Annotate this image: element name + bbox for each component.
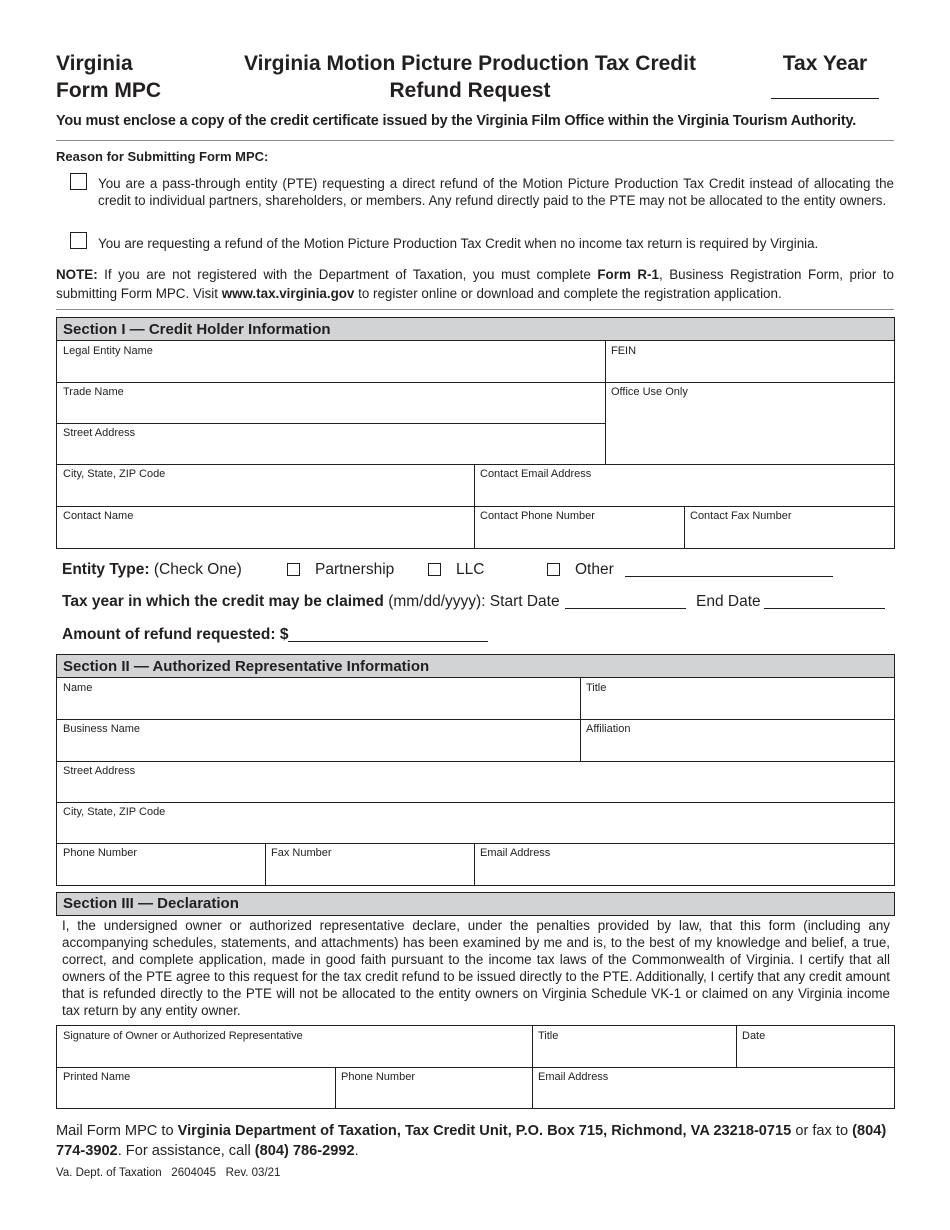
footer-agency: Va. Dept. of Taxation <box>56 1167 162 1179</box>
entity-type-hint: (Check One) <box>149 561 242 578</box>
rep-name-label: Name <box>63 682 93 694</box>
entity-other-label: Other <box>575 561 614 578</box>
entity-other-checkbox[interactable] <box>547 563 560 576</box>
note-form-ref: Form R-1 <box>597 267 659 282</box>
note-url[interactable]: www.tax.virginia.gov <box>221 286 355 301</box>
rep-fax-field[interactable] <box>265 843 474 885</box>
city-state-zip-field[interactable] <box>57 464 474 506</box>
start-date-field[interactable] <box>565 608 686 609</box>
contact-phone-field[interactable] <box>474 506 684 548</box>
section-3-title: Section III — Declaration <box>57 893 894 915</box>
contact-phone-label: Contact Phone Number <box>480 510 595 522</box>
assistance-phone: (804) 786-2992 <box>254 1143 355 1159</box>
rep-city-state-zip-field[interactable] <box>57 802 894 843</box>
mailing-instructions <box>56 1121 896 1161</box>
rep-business-name-label: Business Name <box>63 723 141 735</box>
footer-form-number: 2604045 <box>171 1167 217 1179</box>
rep-email-label: Email Address <box>480 847 551 859</box>
section-1-credit-holder <box>56 317 895 549</box>
mail-address: Virginia Department of Taxation, Tax Credit Unit, P.O. Box 715, Richmond, VA 23218-0715 <box>177 1123 792 1139</box>
printed-name-label: Printed Name <box>63 1071 131 1083</box>
signature-field[interactable] <box>57 1026 532 1067</box>
end-date-label: End Date <box>696 593 761 610</box>
trade-name-field[interactable] <box>57 382 605 423</box>
section-2-title: Section II — Authorized Representative Information <box>57 655 894 678</box>
rep-email-field[interactable] <box>474 843 894 885</box>
entity-partnership-label: Partnership <box>315 561 395 578</box>
end-date-field[interactable] <box>764 608 885 609</box>
note-text-2: , Business Registration Form, prior to submitting Form MPC. Visit <box>56 267 894 301</box>
rep-title-field[interactable] <box>580 678 894 719</box>
contact-email-field[interactable] <box>474 464 894 506</box>
reason-label: Reason for Submitting Form MPC: <box>56 149 269 164</box>
signer-email-label: Email Address <box>538 1071 609 1083</box>
contact-email-label: Contact Email Address <box>480 468 592 480</box>
signer-title-label: Title <box>538 1030 559 1042</box>
office-use-only-label: Office Use Only <box>611 386 688 398</box>
title-line-2: Refund Request <box>389 79 551 102</box>
enclose-notice: You must enclose a copy of the credit certificate issued by the Virginia Film Office within the Virginia Tourism Authority. <box>56 113 857 129</box>
registration-note <box>56 265 894 303</box>
contact-fax-field[interactable] <box>684 506 894 548</box>
rep-name-field[interactable] <box>57 678 580 719</box>
entity-type-label <box>62 560 242 580</box>
mail-prefix: Mail Form MPC to <box>56 1123 178 1139</box>
form-id: Form MPC <box>56 79 161 102</box>
mail-end: . <box>354 1143 359 1159</box>
state-name: Virginia <box>56 52 133 75</box>
tax-year-field[interactable] <box>771 80 879 99</box>
street-address-field[interactable] <box>57 423 605 464</box>
note-text-3: to register online or download and complete the registration application. <box>354 286 782 301</box>
fein-label: FEIN <box>611 345 637 357</box>
entity-other-field[interactable] <box>625 576 833 577</box>
rep-affiliation-label: Affiliation <box>586 723 631 735</box>
divider <box>56 309 894 310</box>
divider <box>56 140 894 141</box>
claim-year-title: Tax year in which the credit may be claimed <box>62 593 384 610</box>
city-state-zip-label: City, State, ZIP Code <box>63 468 166 480</box>
note-text-1: If you are not registered with the Department of Taxation, you must complete <box>97 267 598 282</box>
signature-date-field[interactable] <box>736 1026 894 1067</box>
footer-revision: Rev. 03/21 <box>225 1167 281 1179</box>
rep-street-address-label: Street Address <box>63 765 136 777</box>
reason-no-return-text: You are requesting a refund of the Motion Picture Production Tax Credit when no income tax return is required by Virginia. <box>98 236 819 251</box>
entity-llc-label: LLC <box>456 561 485 578</box>
contact-name-field[interactable] <box>57 506 474 548</box>
rep-business-name-field[interactable] <box>57 719 580 761</box>
section-1-title: Section I — Credit Holder Information <box>57 318 894 341</box>
signature-date-label: Date <box>742 1030 766 1042</box>
legal-entity-name-label: Legal Entity Name <box>63 345 153 357</box>
reason-no-return-checkbox[interactable] <box>70 232 87 249</box>
trade-name-label: Trade Name <box>63 386 124 398</box>
office-use-only-box <box>605 382 894 464</box>
entity-type-title: Entity Type: <box>62 561 150 578</box>
rep-phone-field[interactable] <box>57 843 265 885</box>
refund-amount-field[interactable] <box>288 641 488 642</box>
note-prefix: NOTE: <box>56 267 98 282</box>
section-3-header <box>56 892 895 916</box>
title-line-1: Virginia Motion Picture Production Tax Credit <box>244 52 696 75</box>
section-2-representative <box>56 654 895 886</box>
entity-partnership-checkbox[interactable] <box>287 563 300 576</box>
street-address-label: Street Address <box>63 427 136 439</box>
tax-year-label: Tax Year <box>782 52 868 75</box>
contact-fax-label: Contact Fax Number <box>690 510 792 522</box>
declaration-text: I, the undersigned owner or authorized representative declare, under the penalties provided by law, that this form (including any accompanying schedules, statements, and attachments) has been examined by me and is, to the best of my knowledge and belief, a true, correct, and complete application, made in good faith pursuant to the income tax laws of the Commonwealth of Virginia. I certify that all owners of the PTE agree to this request for the tax credit refund to be issued directly to the PTE. Additionally, I certify that any credit amount that is refunded directly to the PTE will not be allocated to the entity owners on Virginia Schedule VK-1 or claimed on any Virginia income tax return by any entity owner. <box>62 918 890 1018</box>
signer-email-field[interactable] <box>532 1067 894 1108</box>
rep-city-state-zip-label: City, State, ZIP Code <box>63 806 166 818</box>
signer-title-field[interactable] <box>532 1026 736 1067</box>
claim-year-start-label: (mm/dd/yyyy): Start Date <box>383 593 560 610</box>
fax-number: (804) 774-3902 <box>56 1123 887 1159</box>
legal-entity-name-field[interactable] <box>57 341 605 382</box>
signer-phone-field[interactable] <box>335 1067 532 1108</box>
signature-grid <box>56 1025 895 1109</box>
form-identifier <box>56 50 161 104</box>
signature-label: Signature of Owner or Authorized Representative <box>63 1030 303 1042</box>
reason-pte-text: You are a pass-through entity (PTE) requesting a direct refund of the Motion Picture Production Tax Credit instead of allocating the credit to individual partners, shareholders, or members. Any refund directly paid to the PTE may not be allocated to the entity owners. <box>98 176 894 208</box>
rep-street-address-field[interactable] <box>57 761 894 802</box>
form-footer <box>56 1167 280 1179</box>
fein-field[interactable] <box>605 341 894 382</box>
entity-llc-checkbox[interactable] <box>428 563 441 576</box>
reason-pte-checkbox[interactable] <box>70 173 87 190</box>
rep-phone-label: Phone Number <box>63 847 137 859</box>
claim-year-label <box>62 592 560 612</box>
signer-phone-label: Phone Number <box>341 1071 415 1083</box>
refund-amount-label: Amount of refund requested: $ <box>62 626 289 643</box>
tax-year-block <box>760 50 890 99</box>
contact-name-label: Contact Name <box>63 510 134 522</box>
form-title <box>210 50 730 104</box>
rep-affiliation-field[interactable] <box>580 719 894 761</box>
mail-assist: . For assistance, call <box>117 1143 255 1159</box>
rep-title-label: Title <box>586 682 607 694</box>
rep-fax-label: Fax Number <box>271 847 332 859</box>
mail-mid: or fax to <box>791 1123 853 1139</box>
printed-name-field[interactable] <box>57 1067 335 1108</box>
